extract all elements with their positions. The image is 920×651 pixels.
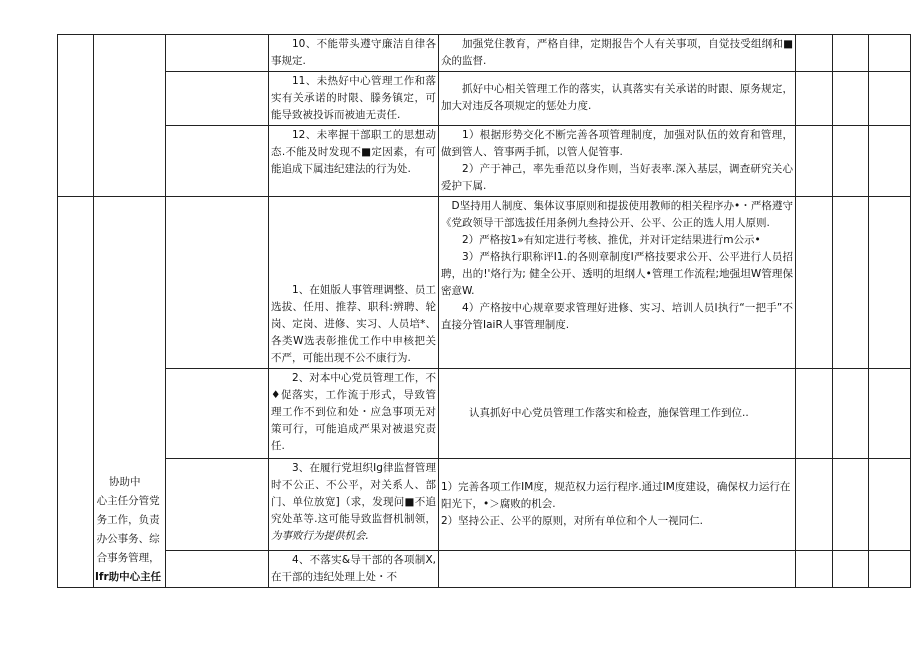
blank-cell xyxy=(869,551,911,588)
measures-cell xyxy=(439,35,796,72)
role-line: Ifr助中心主任 xyxy=(95,571,162,583)
responsibility-risk-table xyxy=(57,34,911,588)
blank-cell xyxy=(833,551,869,588)
blank-cell xyxy=(833,197,869,369)
role-line: 心主任分管党 xyxy=(96,495,160,507)
risk-text: 12、未率握干部职工的思想动态.不能及时发现不■定因素，有可能追成下属违纪建法的行为处. xyxy=(271,129,436,175)
blank-cell xyxy=(166,551,269,588)
blank-cell xyxy=(166,459,269,551)
table-row xyxy=(58,72,911,126)
risk-text: 1、在姐版人事管理调整、员工选拔、任用、推荐、职科:辨聘、轮岗、定岗、进修、实习、人员培*、各类W选表彰推优工作中申核把关不严，可能出现不公不康行为. xyxy=(271,284,436,364)
blank-cell xyxy=(833,459,869,551)
blank-cell xyxy=(869,369,911,459)
measure-text: 2）严格按1»有知定进行考核、推优，并对讦定结果进行m公示• xyxy=(462,234,761,246)
blank-cell xyxy=(166,72,269,126)
measure-text: 4）产格按中心规章要求管理好进修、实习、培训人员I执行“一把手”不直接分管IaiR人事管理制度. xyxy=(441,302,793,331)
blank-cell xyxy=(796,551,833,588)
risk-text: 2、对本中心党员管理工作，不♦促落实，工作流于形式，导致管理工作不到位和处・应急事项无对策可行，可能追成严果对被退究责任. xyxy=(271,372,436,452)
blank-cell xyxy=(833,72,869,126)
measures-cell xyxy=(439,72,796,126)
role-line: 办公事务、综 xyxy=(96,533,160,545)
table-row xyxy=(58,197,911,369)
table-row xyxy=(58,551,911,588)
measure-text: 认真抓好中心党员管理工作落实和检查，施保管理工作到位.. xyxy=(469,407,749,419)
index-cell xyxy=(58,197,94,588)
blank-cell xyxy=(796,369,833,459)
table-row xyxy=(58,126,911,197)
risk-text-tail: 为事败行为提供机会. xyxy=(271,530,369,542)
blank-cell xyxy=(796,35,833,72)
blank-cell xyxy=(166,369,269,459)
measure-text: 1）根据形势交化不断完善各项管理制度，加强对队伍的效育和管理，做到管人、管事两手抓，以管人促管事. xyxy=(441,129,793,158)
blank-cell xyxy=(869,35,911,72)
measures-cell xyxy=(439,551,796,588)
measure-text: 抓好中心相关管理工作的落实，认真落实有关承诺的时跟、原务规定，加大对违反各项规定的惩处力度. xyxy=(441,83,793,112)
measure-text: 2）产于神己，率先垂范以身作则，当好表率.深入基层，调查研究关心爱护下属. xyxy=(441,163,793,192)
blank-cell xyxy=(833,35,869,72)
role-description xyxy=(94,473,162,587)
risk-text: 11、未热好中心管理工作和落实有关承诺的时限、滕务镇定，可能导致被投诉而被迪无责任. xyxy=(271,75,436,121)
blank-cell xyxy=(796,126,833,197)
blank-cell xyxy=(796,459,833,551)
role-cell xyxy=(94,197,166,588)
risk-cell xyxy=(269,72,439,126)
risk-text: 3、在履行党坦织Ig律监督管理时不公正、不公平，对关系人、部门、单位放宽]（求，发现问■不追究处革等.这可能导致监督机制领，为事败行为提供机会. xyxy=(271,462,436,542)
measure-text: 2）坚持公正、公平的原则，对所有单位和个人一视同仁. xyxy=(441,515,704,527)
measures-cell xyxy=(439,197,796,369)
risk-text: 10、不能带头遵守廉洁自律各事规定. xyxy=(271,38,436,67)
blank-cell xyxy=(869,459,911,551)
blank-cell xyxy=(869,197,911,369)
table-row xyxy=(58,459,911,551)
blank-cell xyxy=(796,72,833,126)
role-line: 合事务管理， xyxy=(96,552,160,564)
blank-cell xyxy=(869,126,911,197)
measure-text: 加强党住教育，严格自律，定期报告个人有关事项，自觉技受组纲和■众的监督. xyxy=(441,38,793,67)
measure-text: D坚持用人制度、集体议事原则和提拔使用教师的相关程序办•・严格遵守《党政领导干部选拔任用条例九叁持公开、公平、公正的选人用人原则. xyxy=(441,200,793,229)
measures-cell xyxy=(439,369,796,459)
table-row xyxy=(58,35,911,72)
measure-text: 1）完善各项工作IM度，规范权力运行程序.通过IM度建设，确保权力运行在阳光下，•＞腐败的机会. xyxy=(441,481,791,510)
risk-text: 4、不落实&导干部的各项制X,在干部的违纪处理上处・不 xyxy=(271,554,436,583)
risk-cell xyxy=(269,459,439,551)
risk-cell xyxy=(269,126,439,197)
measures-cell xyxy=(439,126,796,197)
blank-cell xyxy=(166,126,269,197)
role-line: 协助中 xyxy=(109,476,141,488)
index-cell xyxy=(58,35,94,197)
blank-cell xyxy=(166,35,269,72)
role-cell xyxy=(94,35,166,197)
role-line: 务工作，负责 xyxy=(96,514,160,526)
blank-cell xyxy=(869,72,911,126)
blank-cell xyxy=(796,197,833,369)
table-row xyxy=(58,369,911,459)
measure-text: 3）严格执行职称评I1.的各则章制度I严格技要求公开、公平进行人员招聘，出的!'烙行为; 健全公开、透明的坦纲人•管理工作流程;地强坦W管理保密意W. xyxy=(441,251,793,297)
risk-cell xyxy=(269,197,439,369)
risk-cell xyxy=(269,369,439,459)
blank-cell xyxy=(833,369,869,459)
blank-cell xyxy=(166,197,269,369)
risk-cell xyxy=(269,551,439,588)
measures-cell xyxy=(439,459,796,551)
risk-cell xyxy=(269,35,439,72)
blank-cell xyxy=(833,126,869,197)
